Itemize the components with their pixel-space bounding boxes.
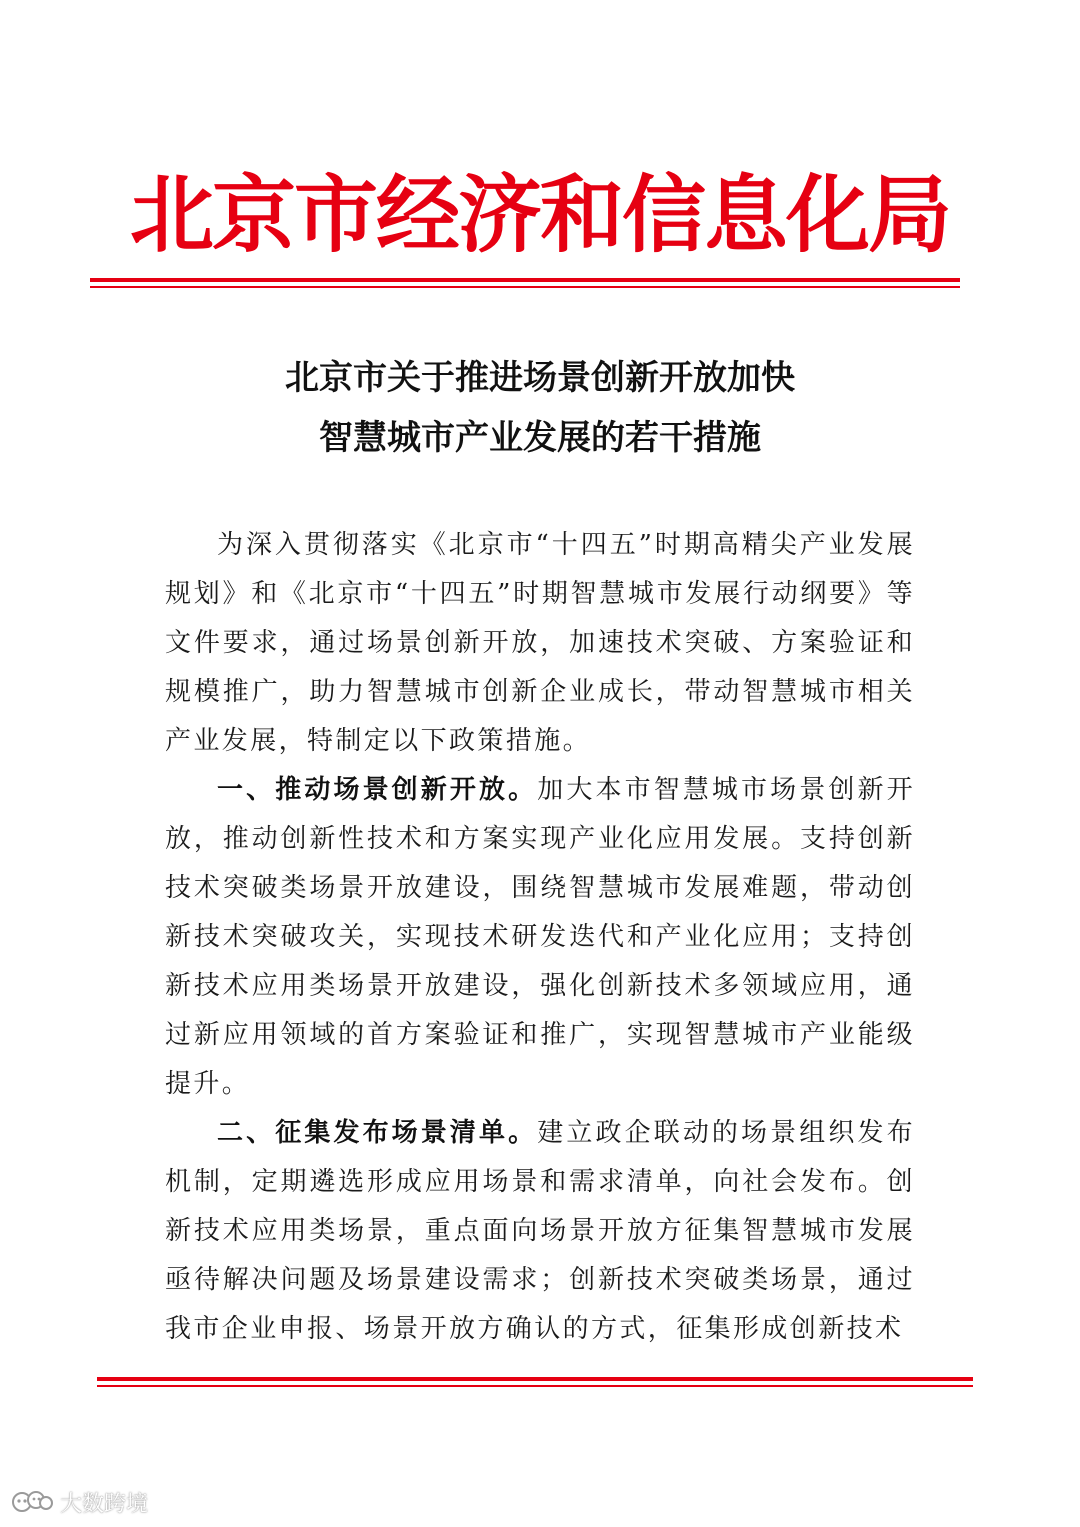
section-text-2: 建立政企联动的场景组织发布机制，定期遴选形成应用场景和需求清单，向社会发布。创新技术应用类场景，重点面向场景开放方征集智慧城市发展亟待解决问题及场景建设需求；创新技术突破类场景，通过我市企业申报、场景开放方确认的方式，征集形成创新技术 (165, 1118, 916, 1344)
masthead-divider (90, 278, 960, 288)
section-heading-1: 一、推动场景创新开放。 (217, 775, 538, 805)
document-body (165, 521, 915, 1354)
footer-thin-line (97, 1385, 973, 1387)
section-paragraph-2 (165, 1109, 915, 1354)
document-title (0, 348, 1080, 468)
watermark (10, 1482, 148, 1522)
divider-thin-line (90, 286, 960, 288)
cartoon-logo-icon (10, 1487, 54, 1517)
intro-paragraph: 为深入贯彻落实《北京市“十四五”时期高精尖产业发展规划》和《北京市“十四五”时期智慧城市发展行动纲要》等文件要求，通过场景创新开放，加速技术突破、方案验证和规模推广，助力智慧城市创新企业成长，带动智慧城市相关产业发展，特制定以下政策措施。 (165, 530, 915, 756)
document-title-line-2: 智慧城市产业发展的若干措施 (319, 418, 761, 458)
section-text-1: 加大本市智慧城市场景创新开放，推动创新性技术和方案实现产业化应用发展。支持创新技术突破类场景开放建设，围绕智慧城市发展难题，带动创新技术突破攻关，实现技术研发迭代和产业化应用；支持创新技术应用类场景开放建设，强化创新技术多领域应用，通过新应用领域的首方案验证和推广，实现智慧城市产业能级提升。 (165, 775, 916, 1099)
footer-divider (97, 1377, 973, 1387)
document-title-line-1: 北京市关于推进场景创新开放加快 (285, 358, 795, 398)
section-paragraph-1 (165, 766, 915, 1109)
masthead-org-name: 北京市经济和信息化局 (129, 166, 950, 264)
section-heading-2: 二、征集发布场景清单。 (217, 1118, 538, 1148)
watermark-text: 大数跨境 (60, 1491, 149, 1517)
